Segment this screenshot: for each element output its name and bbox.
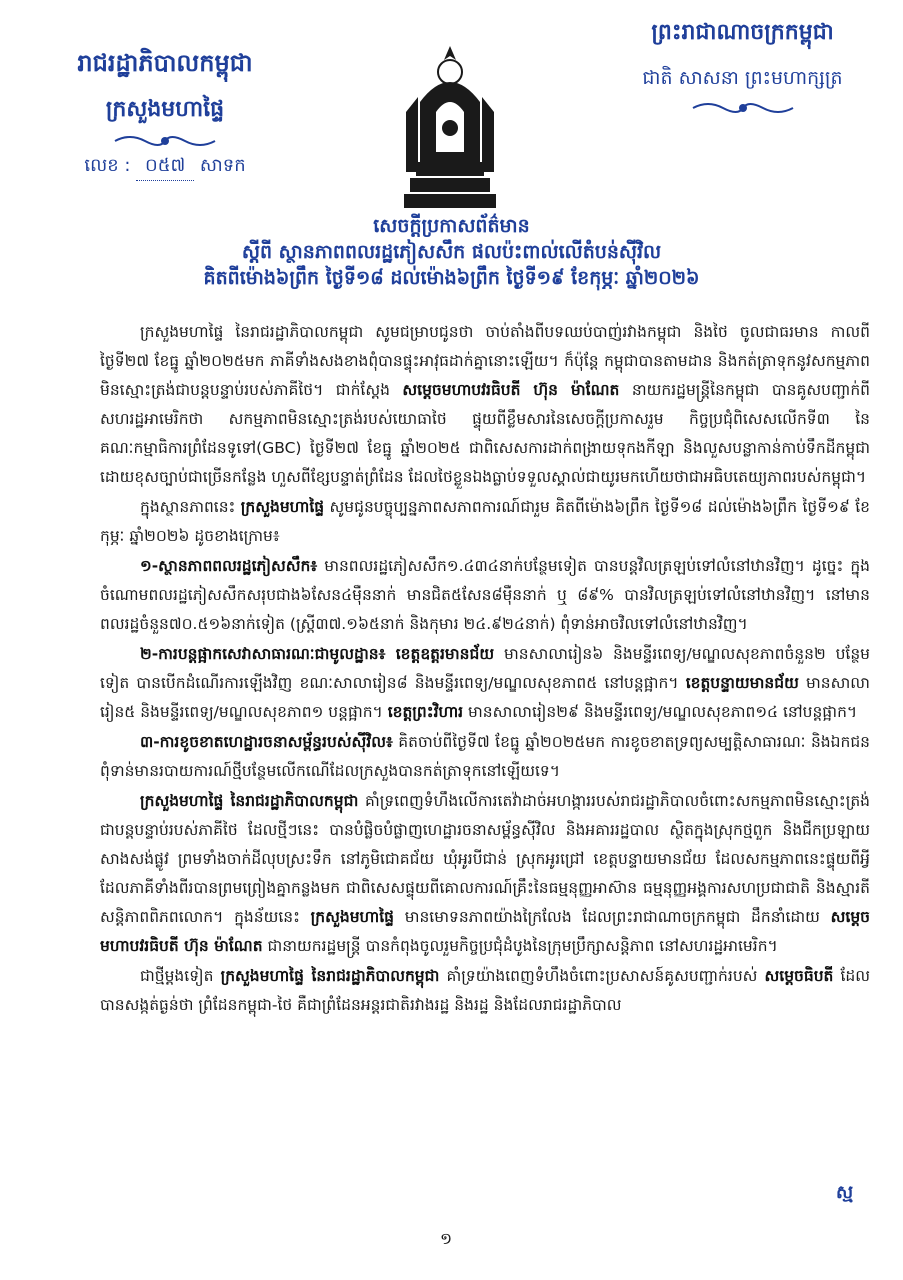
bold-text: ក្រសួងមហាផ្ទៃ នៃរាជរដ្ឋាភិបាលកម្ពុជា <box>220 967 440 985</box>
bold-text: ក្រសួងមហាផ្ទៃ <box>240 498 325 516</box>
text: គាំទ្រពេញទំហឹងលើការតេវ៉ាដាច់អហង្ការរបស់រាជរដ្ឋាភិបាលចំពោះសកម្មភាពមិនស្មោះត្រង់ជាបន្តបន្ទាប់របស់ភាគីថៃ ដែលថ្មីៗនេះ បានបំផ្លិចបំផ្លាញហេដ្ឋារចនាសម្ព័ន្ធស៊ីវិល និងអគាររដ្ឋបាល ស្ថិតក្នុងស្រុកថ្មពួក និងជីកប្រឡាយ សាងសង់ផ្លូវ ព្រមទាំងចាក់ដីលុបស្រះទឹក នៅភូមិជោគជ័យ ឃុំអូរបីជាន់ ស្រុកអូរជ្រៅ ខេត្តបន្ទាយមានជ័យ ដែលសកម្មភាពនេះផ្ទុយពីអ្វីដែលភាគីទាំងពីរបានព្រមព្រៀងគ្នាកន្លងមក ជាពិសេសផ្ទុយពីគោលការណ៍គ្រឹះនៃធម្មនុញ្ញអាស៊ាន ធម្មនុញ្ញអង្គការសហប្រជាជាតិ និងស្មារតីសន្តិភាពពិភពលោក។ ក្នុងន័យនេះ <box>100 792 870 926</box>
text: មានសាលារៀន២៩ និងមន្ទីរពេទ្យ/មណ្ឌលសុខភាព១៤ នៅបន្តផ្អាក។ <box>463 703 858 721</box>
bold-text: សម្ដេចមហាបវរធិបតី ហ៊ុន ម៉ាណែត <box>100 908 870 955</box>
paragraph <box>100 552 870 639</box>
bold-text: ២-ការបន្ដផ្អាកសេវាសាធារណៈជាមូលដ្ឋាន៖ ខេត្តឧត្តរមានជ័យ <box>140 645 495 663</box>
page-number: ១ <box>440 1229 453 1248</box>
header-right <box>600 18 885 116</box>
ministry-name: ក្រសួងមហាផ្ទៃ <box>105 97 225 122</box>
header-left <box>40 48 290 181</box>
paragraph <box>100 493 870 551</box>
bold-text: ក្រសួងមហាផ្ទៃ នៃរាជរដ្ឋាភិបាលកម្ពុជា <box>140 792 359 810</box>
text: មានពលរដ្ឋភៀសសឹក១.៤៣៤នាក់បន្ថែមទៀត បានបន្តវិលត្រឡប់ទៅលំនៅឋានវិញ។ ដូច្នេះ ក្នុងចំណោមពលរដ្ឋភៀសសឹកសរុបជាង៦សែន៤ម៉ឺននាក់ មានជិត៥សែន៨ម៉ឺននាក់ ឬ ៨៩% បានវិលត្រឡប់ទៅលំនៅឋានវិញ។ នៅមានពលរដ្ឋចំនួន៧០.៥១៦នាក់ទៀត (ស្ត្រី៣៧.១៦៥នាក់ និងកុមារ ២៤.៩២៤នាក់) ពុំទាន់អាចវិលទៅលំនៅឋានវិញ។ <box>100 557 870 633</box>
text: ក្រសួងមហាផ្ទៃ នៃរាជរដ្ឋាភិបាលកម្ពុជា សូមជម្រាបជូនថា ចាប់តាំងពីបទឈប់បាញ់រវាងកម្ពុជា និងថៃ ចូលជាធរមាន កាលពីថ្ងៃទី២៧ ខែធ្នូ ឆ្នាំ២០២៥មក ភាគីទាំងសងខាងពុំបានផ្ទុះអាវុធដាក់គ្នានោះឡើយ។ ក៏ប៉ុន្តែ កម្ពុជាបានតាមដាន និងកត់ត្រាទុកនូវសកម្មភាពមិនស្មោះត្រង់ជាបន្តបន្ទាប់របស់ភាគីថៃ។ ជាក់ស្ដែង <box>100 323 870 399</box>
text: សូមជូនបច្ចុប្បន្នភាពសភាពការណ៍ជារួម គិតពីម៉ោង៦ព្រឹក ថ្ងៃទី១៨ ដល់ម៉ោង៦ព្រឹក ថ្ងៃទី១៩ ខែកុម្ភៈ ឆ្នាំ២០២៦ ដូចខាងក្រោម៖ <box>100 498 870 545</box>
paragraph <box>100 728 870 786</box>
text: គាំទ្រយ៉ាងពេញទំហឹងចំពោះប្រសាសន៍គូសបញ្ជាក់របស់ <box>439 967 765 985</box>
kingdom-name: ព្រះរាជាណាចក្រកម្ពុជា <box>651 20 834 45</box>
bold-text: ក្រសួងមហាផ្ទៃ <box>310 908 394 926</box>
bold-text: ខេត្តបន្ទាយមានជ័យ <box>685 674 799 692</box>
reference-number: លេខ : ០៥៧ សាទក <box>40 153 290 181</box>
document-subject: ស្ដីពី ស្ថានភាពពលរដ្ឋភៀសសឹក ផលប៉ះពាល់លើតំបន់ស៊ីវិល <box>241 241 662 263</box>
paragraph <box>100 318 870 492</box>
bold-text: ៣-ការខូចខាតហេដ្ឋារចនាសម្ព័ន្ធរបស់ស៊ីវិល៖ <box>140 733 393 751</box>
text: នាយករដ្ឋមន្ត្រីនៃកម្ពុជា បានគូសបញ្ជាក់ពីសហរដ្ឋអាមេរិកថា សកម្មភាពមិនស្មោះត្រង់របស់យោធាថៃ ផ្ទុយពីខ្លឹមសារនៃសេចក្ដីប្រកាសរួម កិច្ចប្រជុំពិសេសលើកទី៣ នៃគណៈកម្មាធិការព្រំដែនទូទៅ(GBC) ថ្ងៃទី២៧ ខែធ្នូ ឆ្នាំ២០២៥ ជាពិសេសការដាក់ពង្រាយទុកងកីឡា និងលួសបន្លាកាន់កាប់ទឹកដីកម្ពុជាដោយខុសច្បាប់ជាច្រើនកន្លែង ហួសពីខ្សែបន្ទាត់ព្រំដែន ដែលថៃខ្លួនឯងធ្លាប់ទទួលស្គាល់ជាយូរមកហើយថាជាអធិបតេយ្យភាពរបស់កម្ពុជា។ <box>100 381 870 486</box>
paragraph <box>100 640 870 727</box>
text: ជាថ្មីម្ដងទៀត <box>140 967 221 985</box>
bold-text: សម្ដេចមហាបវរធិបតី ហ៊ុន ម៉ាណែត <box>402 381 620 399</box>
government-name: រាជរដ្ឋាភិបាលកម្ពុជា <box>77 49 253 77</box>
document-body <box>100 318 870 1021</box>
text: មានមោទនភាពយ៉ាងក្រៃលែង ដែលព្រះរាជាណាចក្រកម្ពុជា ដឹកនាំដោយ <box>393 908 831 926</box>
text: មានសាលារៀន៥ និងមន្ទីរពេទ្យ/មណ្ឌលសុខភាព១ បន្តផ្អាក។ <box>100 674 870 721</box>
ornament-icon <box>110 133 220 149</box>
paragraph <box>100 962 870 1020</box>
text: ក្នុងស្ថានភាពនេះ <box>140 498 241 516</box>
bold-text: សម្ដេចធិបតី <box>764 967 834 985</box>
document-period: គិតពីម៉ោង៦ព្រឹក ថ្ងៃទី១៨ ដល់ម៉ោង៦ព្រឹក ថ្ងៃទី១៩ ខែកុម្ភៈ ឆ្នាំ២០២៦ <box>203 267 700 289</box>
ref-suffix: សាទក <box>199 155 246 176</box>
text: មានសាលារៀន៦ និងមន្ទីរពេទ្យ/មណ្ឌលសុខភាពចំនួន២ បន្ថែមទៀត បានបើកដំណើរការឡើងវិញ ខណៈសាលារៀន៨ និងមន្ទីរពេទ្យ/មណ្ឌលសុខភាព៥ នៅបន្តផ្អាក។ <box>100 645 870 692</box>
initials-signature: ស្ម <box>836 1182 854 1203</box>
bold-text: ១-ស្ថានភាពពលរដ្ឋភៀសសឹក៖ <box>140 557 318 575</box>
bold-text: ខេត្តព្រះវិហារ <box>387 703 464 721</box>
paragraph <box>100 787 870 961</box>
national-motto: ជាតិ សាសនា ព្រះមហាក្សត្រ <box>642 67 843 89</box>
text: ដែលបានសង្កត់ធ្ងន់ថា ព្រំដែនកម្ពុជា-ថៃ គឺជាព្រំដែនអន្តរជាតិរវាងរដ្ឋ និងរដ្ឋ និងដែលរាជរដ្ឋាភិបាល <box>100 967 871 1014</box>
document-title: សេចក្ដីប្រកាសព័ត៌មាន <box>373 215 530 237</box>
text: ជានាយករដ្ឋមន្ត្រី បានកំពុងចូលរួមកិច្ចប្រជុំដំបូងនៃក្រុមប្រឹក្សាសន្តិភាព នៅសហរដ្ឋអាមេរិក។ <box>262 937 778 955</box>
text: គិតចាប់ពីថ្ងៃទី៧ ខែធ្នូ ឆ្នាំ២០២៥មក ការខូចខាតទ្រព្យសម្បត្តិសាធារណៈ និងឯកជន ពុំទាន់មានរបាយការណ៍ថ្មីបន្ថែមលើកណើដែលក្រសួងបានកត់ត្រាទុកនៅឡើយទេ។ <box>100 733 870 780</box>
ornament-icon <box>688 100 798 116</box>
ref-number-value: ០៥៧ <box>136 153 194 181</box>
royal-emblem-icon <box>398 42 502 212</box>
